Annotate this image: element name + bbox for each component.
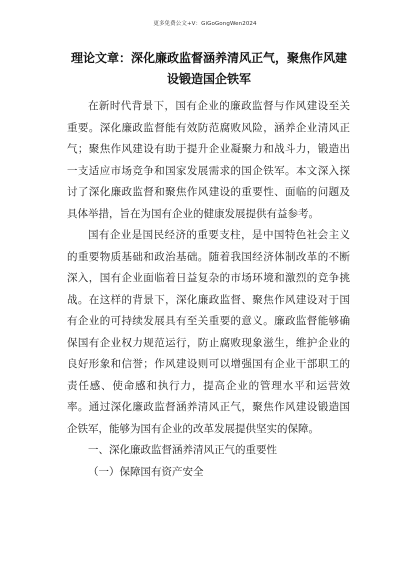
paragraph-intro: 在新时代背景下，国有企业的廉政监督与作风建设至关重要。深化廉政监督能有效防范腐败风险，涵养企业清风正气；聚焦作风建设有助于提升企业凝聚力和战斗力，锻造出一支适应市场竞争和国家发展需求的国企铁军。本文深入探讨了深化廉政监督和聚焦作风建设的重要性、面临的问题及具体举措，旨在为国有企业的健康发展提供有益参考。 bbox=[67, 100, 350, 220]
section-heading: 一、深化廉政监督涵养清风正气的重要性 bbox=[88, 444, 277, 456]
subsection-heading: （一）保障国有资产安全 bbox=[88, 465, 204, 478]
paragraph-background: 国有企业是国民经济的重要支柱，是中国特色社会主义的重要物质基础和政治基础。随着我国经济体制改革的不断深入，国有企业面临着日益复杂的市场环境和激烈的竞争挑战。在这样的背景下，深化廉政监督、聚焦作风建设对于国有企业的可持续发展具有至关重要的意义。廉政监督能够确保国有企业权力规范运行，防止腐败现象滋生，维护企业的良好形象和信誉；作风建设则可以增强国有企业干部职工的责任感、使命感和执行力，提高企业的管理水平和运营效率。通过深化廉政监督涵养清风正气，聚焦作风建设锻造国企铁军，能够为国有企业的改革发展提供坚实的保障。 bbox=[67, 229, 350, 435]
document-body bbox=[67, 96, 350, 483]
document-title: 理论文章：深化廉政监督涵养清风正气，聚焦作风建设锻造国企铁军 bbox=[70, 51, 347, 86]
header-note: 更多免费公文+V：GiGoGongWen2024 bbox=[153, 21, 257, 27]
